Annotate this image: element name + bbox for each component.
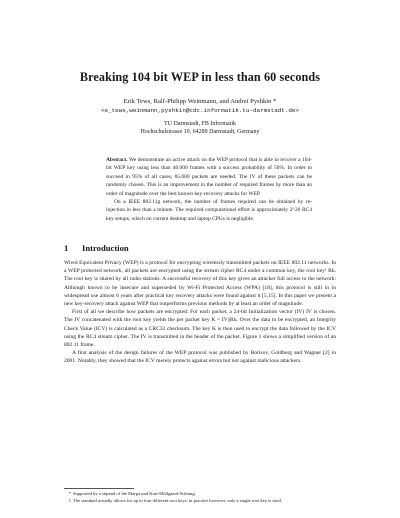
footnote-1-text: Supported by a stipend of the Marga und Kurt-Möllgaard-Stiftung. <box>73 491 196 496</box>
footnote-2-mark: 1 <box>68 498 71 503</box>
body-paragraph-2: First of all we describe how packets are encrypted: For each packet, a 24-bit Initialization vector (IV) IV is chosen. The IV concatenated with the root key yields the per packet key K = IV||Rk. Over the data to be encrypted, an Integrity Check Value (ICV) is calculated as a CRC32 checksum. The key K is then used to encrypt the data followed by the ICV using the RC4 stream cipher. The IV is transmitted in the header of the packet. Figure 1 shows a simplified version of an 802.11 frame. <box>64 309 336 349</box>
abstract-text-1: We demonstrate an active attack on the WEP protocol that is able to recover a 104-bit WEP key using less than 40.000 frames with a success probability of 50%. In order to succeed in 95% of all cases, 85.000 packets are needed. The IV of these packets can be randomly chosen. This is an improvement in the number of required frames by more than an order of magnitude over the best known key-recovery attacks for WEP. <box>106 157 313 197</box>
section-number: 1 <box>64 243 69 253</box>
footnote-2 <box>64 498 336 504</box>
author-emails: <e_tews,weinmann,pyshkin@cdc.informatik.tu-darmstadt.de> <box>101 107 299 114</box>
abstract <box>106 156 312 223</box>
abstract-heading: Abstract. <box>106 157 128 163</box>
footnote-1-mark: * <box>68 491 71 496</box>
paper-title: Breaking 104 bit WEP in less than 60 seconds <box>79 70 321 84</box>
body-paragraph-1: Wired Equivalent Privacy (WEP) is a protocol for encrypting wirelessly transmitted packets on IEEE 802.11 networks. In a WEP protected network, all packets are encrypted using the stream cipher RC4 under a common key, the root key¹ Rk. The root key is shared by all radio stations. A successful recovery of this key gives an attacker full access to the network: Although known to be insecure and superseded by Wi-Fi Protected Access (WPA) [18], this protocol is still in in widespread use almost 6 years after practical key recovery attacks were found against it [5,15]. In this paper we present a new key-recovery attack against WEP that outperforms previous methods by at least an order of magnitude. <box>64 260 336 308</box>
section-heading <box>64 243 129 253</box>
abstract-paragraph-2: On a IEEE 802.11g network, the number of frames required can be obtained by re-injection in less than a minute. The required computational effort is approximately 2^20 RC4 key setups, which on current desktop and laptop CPUs is negligible. <box>106 199 312 222</box>
abstract-paragraph-1 <box>106 156 312 198</box>
body-paragraph-3: A first analysis of the design failures of the WEP protocol was published by Borisov, Goldberg and Wagner [2] in 2001. Notably, they showed that the ICV merely protects against errors but not against malicious attackers. <box>64 350 336 365</box>
author-list: Erik Tews, Ralf-Philipp Weinmann, and Andrei Pyshkin * <box>123 98 277 105</box>
body-text <box>64 259 336 366</box>
footnote-2-text: The standard actually allows for up to four different root keys; in practice however, only a single root key is used. <box>73 498 282 503</box>
affiliation-line-1: TU Darmstadt, FB Informatik <box>164 121 236 127</box>
footnote-rule <box>64 488 134 489</box>
section-title: Introduction <box>82 243 129 253</box>
footnote-1 <box>64 491 336 497</box>
affiliation-line-2: Hochschulstrasse 10, 64289 Darmstadt, Germany <box>140 129 260 135</box>
